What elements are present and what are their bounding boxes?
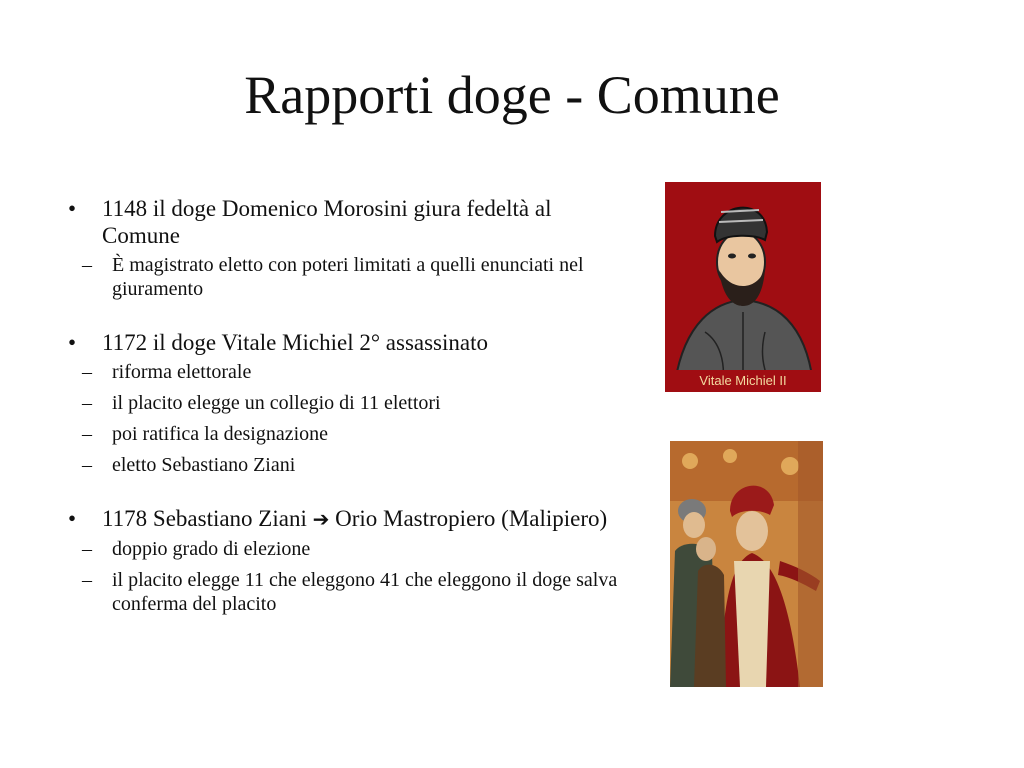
doge-portrait-image xyxy=(665,182,821,392)
dash: – xyxy=(82,454,92,476)
dash: – xyxy=(82,538,92,560)
bullet-text: Orio Mastropiero (Malipiero) xyxy=(329,506,608,531)
sub-text: riforma elettorale xyxy=(112,361,252,383)
dash: – xyxy=(82,569,92,591)
bullet-text: Sebastiano Ziani xyxy=(147,506,313,531)
sub-list xyxy=(68,360,628,477)
bullet-1178 xyxy=(68,505,628,533)
bullet-dot: • xyxy=(68,330,77,355)
dash: – xyxy=(82,254,92,276)
bullet-1148 xyxy=(68,195,628,249)
dash: – xyxy=(82,392,92,414)
portrait-caption: Vitale Michiel II xyxy=(699,373,787,388)
bullet-text: il doge Vitale Michiel 2° assassinato xyxy=(147,330,488,355)
bullet-list xyxy=(68,195,628,644)
fresco-image xyxy=(670,441,823,687)
bullet-dot: • xyxy=(68,506,77,531)
sub-text: eletto Sebastiano Ziani xyxy=(112,454,296,476)
fresco-drawing xyxy=(670,441,823,687)
bullet-year: 1178 xyxy=(102,506,148,531)
dash: – xyxy=(82,423,92,445)
sub-text: il placito elegge 11 che eleggono 41 che eleggono il doge salva conferma del placito xyxy=(112,569,618,615)
sub-item xyxy=(68,537,628,561)
sub-list xyxy=(68,253,628,301)
sub-item xyxy=(68,253,628,301)
arrow-right-icon: ➔ xyxy=(312,507,330,531)
sub-item xyxy=(68,453,628,477)
sub-item xyxy=(68,391,628,415)
bullet-1172 xyxy=(68,329,628,356)
sub-text: poi ratifica la designazione xyxy=(112,423,329,445)
sub-text: il placito elegge un collegio di 11 elettori xyxy=(112,392,441,414)
bullet-year: 1172 xyxy=(102,330,148,355)
bullet-text: il doge Domenico Morosini giura fedeltà al Comune xyxy=(102,196,552,248)
sub-item xyxy=(68,360,628,384)
bullet-year: 1148 xyxy=(102,196,148,221)
bullet-dot: • xyxy=(68,196,77,221)
dash: – xyxy=(82,361,92,383)
portrait-drawing xyxy=(665,182,821,392)
sub-list xyxy=(68,537,628,616)
sub-text: È magistrato eletto con poteri limitati a quelli enunciati nel giuramento xyxy=(112,254,584,300)
sub-item xyxy=(68,568,628,616)
sub-item xyxy=(68,422,628,446)
sub-text: doppio grado di elezione xyxy=(112,538,311,560)
slide-title: Rapporti doge - Comune xyxy=(244,65,780,125)
